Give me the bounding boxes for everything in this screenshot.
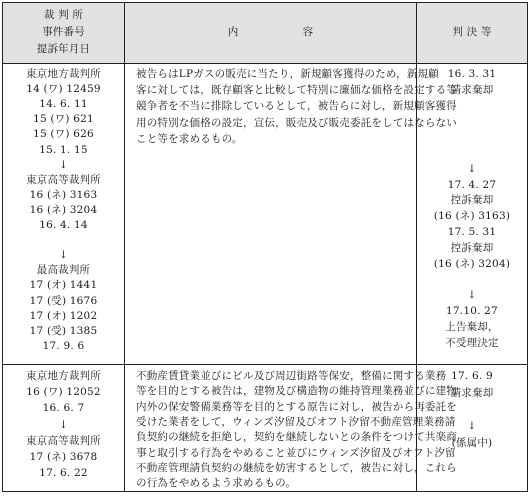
case-info-line: 東京地方裁判所 [26,370,101,382]
case-info-line: 17. 6. 22 [39,467,88,480]
case-info-line: 17 (オ) 1441 [29,279,98,292]
ruling-line: 17. 4. 27 [447,178,497,191]
ruling-line: 不受理決定 [445,336,499,349]
case-info-line: 東京地方裁判所 [26,68,101,80]
case-info-line: ↓ [59,249,68,262]
ruling-line: 16. 3. 31 [447,68,497,80]
ruling-line: (係属中) [451,437,493,450]
content-text-line: 競争者を不当に排除しているとして，被告らに対し，新規顧客獲得 [136,100,457,113]
content-text-line: 内外の保安警備業務等を目的とする原告に対し，被告から再委託を [136,400,457,413]
case-info-line: 16 (ネ) 3204 [29,203,98,216]
case-info-line: 14. 6. 11 [39,98,88,111]
row-divider [3,364,527,365]
header-court-label: 裁 判 所 [43,9,84,21]
ruling-line: 上告棄却， [445,320,499,333]
case-info-line: 16. 4. 14 [39,219,88,231]
ruling-line: 請求棄却 [450,386,494,399]
case-info-line: 最高裁判所 [36,264,91,277]
content-text-line: 被告らはLPガスの販売に当たり，新規顧客獲得のため，新規顧 [136,68,439,80]
case-info-line: 15 (ワ) 621 [33,113,94,126]
case-info-line: 17 (ネ) 3678 [29,451,98,463]
ruling-line: (16 (ネ) 3204) [433,257,511,270]
ruling-line: ↓ [467,162,477,175]
case-info-line: 17 (受) 1385 [29,324,98,337]
header-content-label: 内 容 [227,26,314,38]
content-text-line: 用の特別な価格の設定，宣伝，販売及び販売委託をしてはならない [136,116,457,129]
case-info-line: 17 (受) 1676 [29,294,98,307]
case-info-line: 17 (オ) 1202 [29,309,98,322]
case-info-line: 東京高等裁判所 [26,173,101,186]
case-info-line: 16 (ネ) 3163 [29,188,98,201]
case-info-line: 東京高等裁判所 [26,434,101,447]
case-info-line: 16 (ワ) 12052 [26,386,101,399]
header-case-no-label: 事件番号 [42,26,85,38]
case-info-line: ↓ [59,418,68,431]
content-text-line: の行為をやめるよう求めるもの。 [136,477,297,490]
ruling-line: 控訴棄却 [450,241,494,254]
content-text-line: 不動産賃貸業並びにビル及び周辺街路等保安，整備に関する業務 [136,370,447,382]
case-info-line: 14 (ワ) 12459 [26,83,101,96]
case-info-line: 17. 9. 6 [42,339,85,352]
ruling-line: ↓ [467,289,477,302]
ruling-line: 17.10. 27 [446,305,498,317]
judgment-table [2,2,528,492]
column-divider [124,3,125,491]
case-info-line: ↓ [59,158,68,171]
header-ruling-label: 判 決 等 [452,26,492,38]
ruling-line: 控訴棄却 [450,194,494,207]
ruling-line: (16 (ネ) 3163) [433,210,511,223]
content-text-line: 客に対しては，既存顧客と比較して特別に廉価な価格を設定する等 [136,84,457,97]
ruling-line: 17. 5. 31 [447,226,497,238]
content-text-line: こと等を求めるもの。 [136,132,243,145]
content-text-line: 不動産管理請負契約の継続を妨害するとして，被告に対し，これら [136,461,457,474]
content-text-line: 負契約の継続を拒絶し，契約を継続しないとの条件をつけて共楽商 [136,431,457,444]
content-text-line: 事と取引する行為をやめること並びにウィンズ汐留及びオフト汐留 [136,446,456,459]
case-info-line: 15. 1. 15 [39,143,88,156]
ruling-line: ↓ [467,420,477,433]
header-divider [3,63,527,64]
ruling-line: 17. 6. 9 [451,370,493,382]
content-text-line: 等を目的とする被告は，建物及び構造物の維持管理業務並びに建物 [136,385,457,398]
case-info-line: 15 (ワ) 626 [33,128,94,141]
ruling-line: 請求棄却 [450,83,494,96]
content-text-line: 受けた業者をして，ウィンズ汐留及びオフト汐留不動産管理業務請 [136,415,456,428]
header-filed-date-label: 提訴年月日 [36,43,91,55]
case-info-line: 16. 6. 7 [42,402,85,415]
